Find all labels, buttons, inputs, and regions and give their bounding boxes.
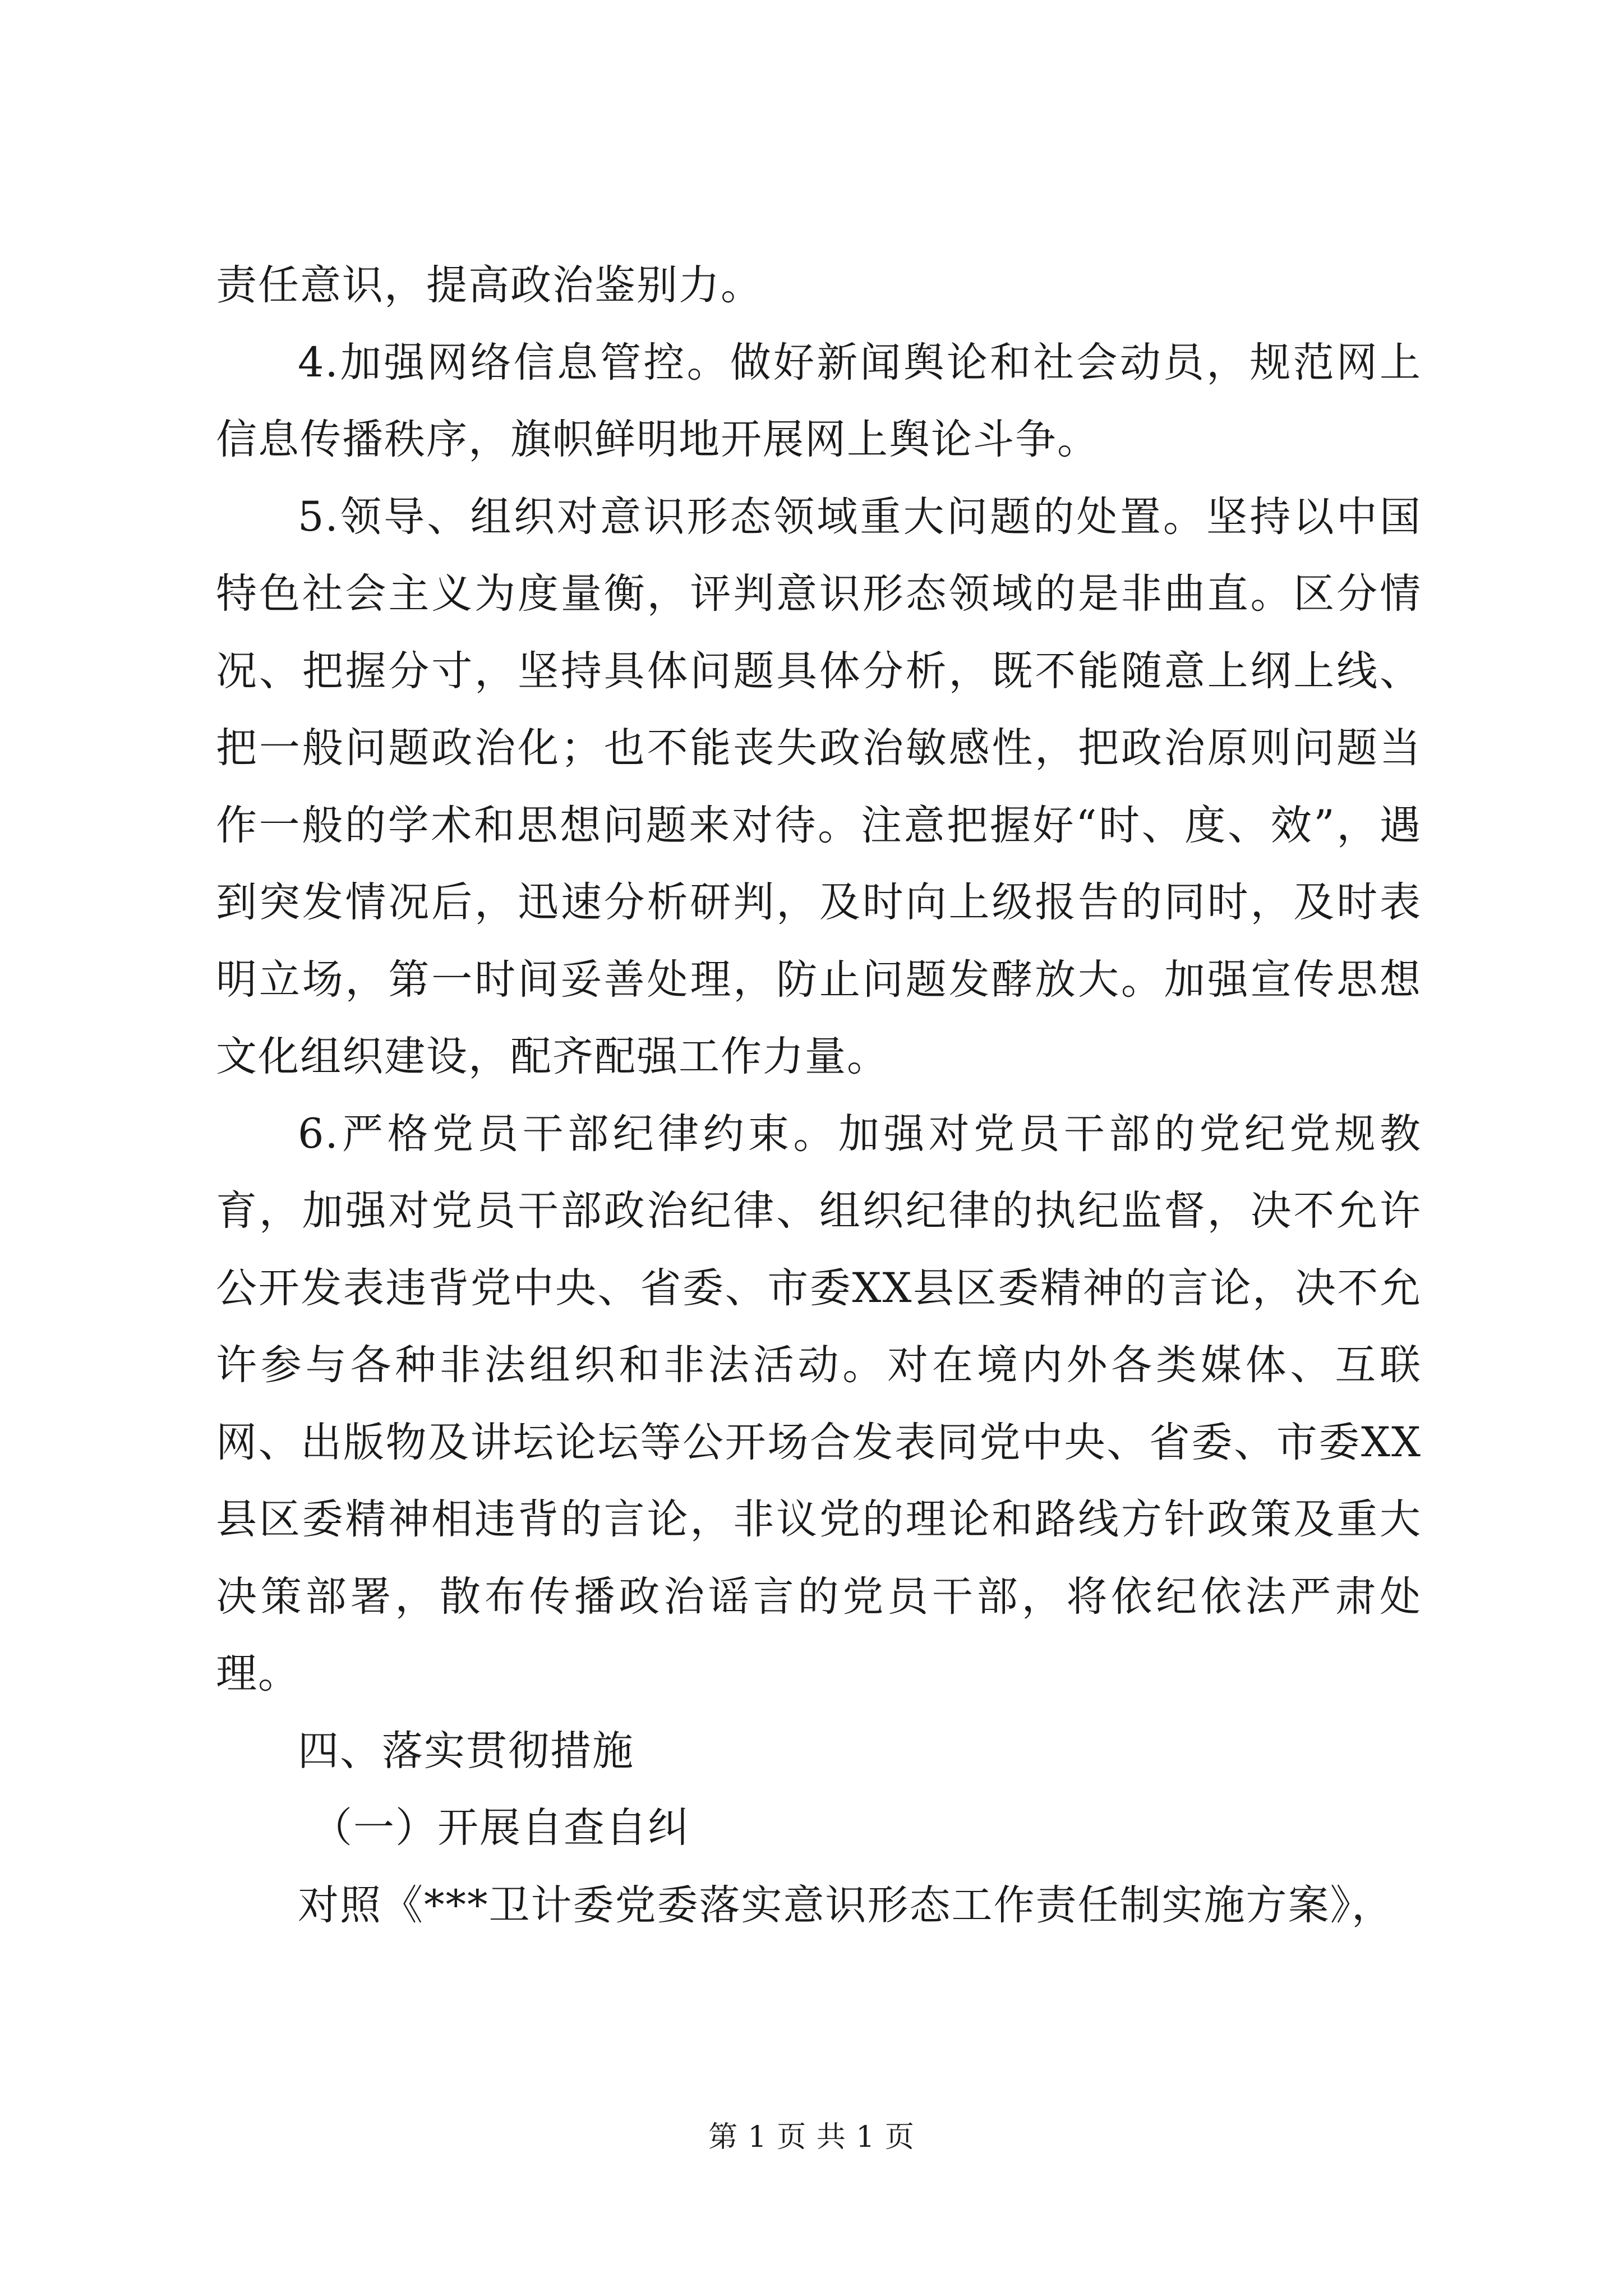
paragraph-3: 5.领导、组织对意识形态领域重大问题的处置。坚持以中国特色社会主义为度量衡，评判意识形态领域的是非曲直。区分情况、把握分寸，坚持具体问题具体分析，既不能随意上纲上线、把一般问题政治化；也不能丧失政治敏感性，把政治原则问题当作一般的学术和思想问题来对待。注意把握好“时、度、效”，遇到突发情况后，迅速分析研判，及时向上级报告的同时，及时表明立场，第一时间妥善处理，防止问题发酵放大。加强宣传思想文化组织建设，配齐配强工作力量。 — [216, 493, 1422, 1080]
paragraph-1: 责任意识，提高政治鉴别力。 — [216, 261, 763, 309]
document-body — [216, 247, 1422, 1944]
paragraph-4: 6.严格党员干部纪律约束。加强对党员干部的党纪党规教育，加强对党员干部政治纪律、组织纪律的执纪监督，决不允许公开发表违背党中央、省委、市委XX县区委精神的言论，决不允许参与各种非法组织和非法活动。对在境内外各类媒体、互联网、出版物及讲坛论坛等公开场合发表同党中央、省委、市委XX县区委精神相违背的言论，非议党的理论和路线方针政策及重大决策部署，散布传播政治谣言的党员干部，将依纪依法严肃处理。 — [216, 1110, 1422, 1697]
section-heading: 四、落实贯彻措施 — [298, 1727, 634, 1775]
paragraph-2: 4.加强网络信息管控。做好新闻舆论和社会动员，规范网上信息传播秩序，旗帜鲜明地开展网上舆论斗争。 — [216, 338, 1422, 463]
sub-heading: （一）开展自查自纠 — [311, 1804, 690, 1852]
paragraph-5: 对照《***卫计委党委落实意识形态工作责任制实施方案》， — [298, 1881, 1394, 1929]
page-footer: 第 1 页 共 1 页 — [708, 2120, 915, 2154]
